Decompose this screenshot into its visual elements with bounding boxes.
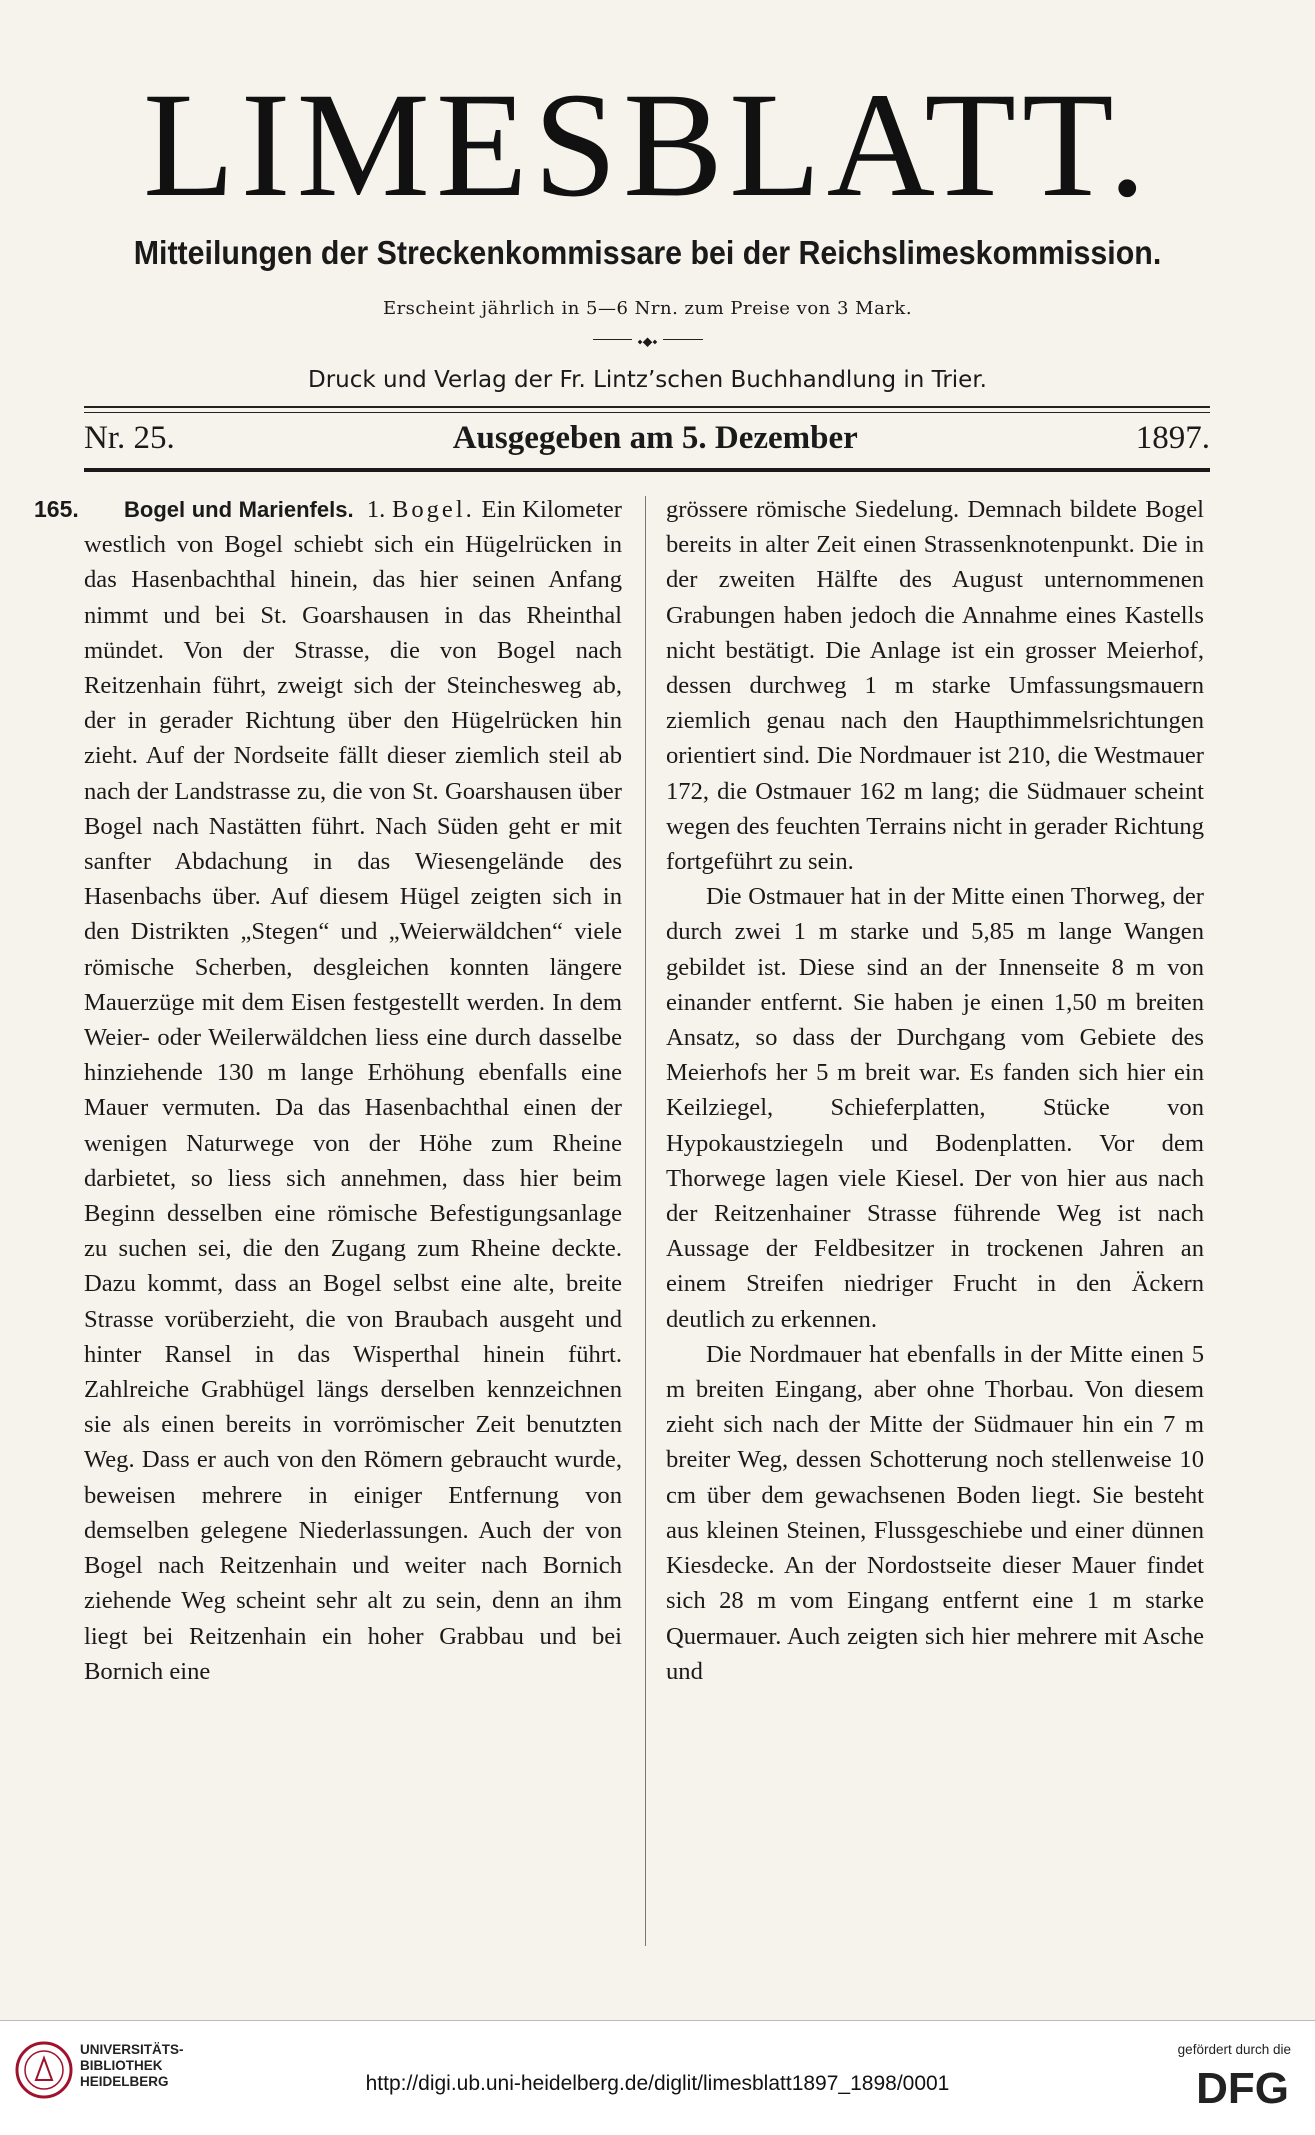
article-number: 165. bbox=[34, 496, 79, 522]
column-divider bbox=[645, 496, 646, 1946]
paragraph: grössere römische Siedelung. Demnach bildete Bogel bereits in alter Zeit einen Strassenknotenpunkt. Die in der zweiten Hälfte des August unternommenen Grabungen haben jedoch die Annahme eines Kastells nicht bestätigt. Die Anlage ist ein grosser Meierhof, dessen durchweg 1 m starke Umfassungsmauern ziemlich genau nach den Haupthimmelsrichtungen orientiert sind. Die Nordmauer ist 210, die Westmauer 172, die Ostmauer 162 m lang; die Südmauer scheint wegen des feuchten Terrains nicht in gerader Richtung fortgeführt zu sein. bbox=[666, 496, 1204, 876]
issue-line bbox=[84, 420, 1210, 457]
section-place: Bogel. bbox=[391, 496, 475, 523]
masthead bbox=[80, 62, 1215, 393]
paragraph: Die Nordmauer hat ebenfalls in der Mitte einen 5 m breiten Eingang, aber ohne Thorbau. Von diesem zieht sich nach der Mitte der Südmauer hin ein 7 m breiter Weg, dessen Schotterung noch stellenweise 10 cm über dem gewachsenen Boden liegt. Sie besteht aus kleinen Steinen, Flussgeschiebe und einer dünnen Kiesdecke. An der Nordostseite dieser Mauer findet sich 28 m vom Eingang entfernt eine 1 m starke Quermauer. Auch zeigten sich hier mehrere mit Asche und bbox=[666, 1340, 1204, 1685]
digitization-footer bbox=[0, 2020, 1315, 2135]
right-column bbox=[666, 492, 1204, 1689]
left-column-text: Ein Kilometer westlich von Bogel schiebt sich ein Hügelrücken in das Hasenbachthal hinein, das hier seinen Anfang nimmt und bei St. Goarshausen in das Rheinthal mündet. Von der Strasse, die von Bogel nach Reitzenhain führt, zweigt sich der Steinchesweg ab, der in gerader Richtung über den Hügelrücken hin zieht. Auf der Nordseite fällt dieser ziemlich steil ab nach der Landstrasse zu, die von St. Goarshausen über Bogel nach Nastätten führt. Nach Süden geht er mit sanfter Abdachung in das Wiesengelände des Hasenbachs über. Auf diesem Hügel zeigten sich in den Distrikten „Stegen“ und „Weierwäldchen“ viele römische Scherben, desgleichen konnten längere Mauerzüge mit dem Eisen festgestellt werden. In dem Weier- oder Weilerwäldchen liess eine durch dasselbe hinziehende 130 m lange Erhöhung ebenfalls eine Mauer vermuten. Da das Hasenbachthal einen der wenigen Naturwege von der Höhe zum Rheine darbietet, so liess sich annehmen, dass hier beim Beginn desselben eine römische Befestigungsanlage zu suchen sei, die den Zugang zum Rheine deckte. Dazu kommt, dass an Bogel selbst eine alte, breite Strasse vorüberzieht, die von Braubach ausgeht und hinter Ransel in das Wisperthal hinein führt. Zahlreiche Grabhügel längs derselben kennzeichnen sie als einen bereits in vorrömischer Zeit benutzten Weg. Dass er auch von den Römern gebraucht wurde, beweisen mehrere in einiger Entfernung von demselben gelegene Niederlassungen. Auch der von Bogel nach Reitzenhain und weiter nach Bornich ziehende Weg scheint sehr alt zu sein, denn an ihm liegt bei Reitzenhain ein hoher Grabbau und bei Bornich eine bbox=[84, 496, 622, 1685]
issue-date: Ausgegeben am 5. Dezember bbox=[452, 420, 858, 456]
paragraph: Die Ostmauer hat in der Mitte einen Thorweg, der durch zwei 1 m starke und 5,85 m lange Wangen gebildet ist. Diese sind an der Innenseite 8 m von einander entfernt. Sie haben je einen 1,50 m breiten Ansatz, so dass der Durchgang vom Gebiete des Meierhofs her 5 m breit war. Es fanden sich hier ein Keilziegel, Schieferplatten, Stücke von Hypokaustziegeln und Bodenplatten. Vor dem Thorwege lagen viele Kiesel. Der von hier aus nach der Reitzenhainer Strasse führende Weg ist nach Aussage der Feldbesitzer in trockenen Jahren an einem Streifen niedriger Frucht in den Äckern deutlich zu erkennen. bbox=[666, 883, 1204, 1333]
top-double-rule bbox=[84, 406, 1210, 413]
section-number: 1. bbox=[366, 496, 386, 523]
publication-frequency: Erscheint jährlich in 5—6 Nrn. zum Preise von 3 Mark. bbox=[382, 298, 913, 319]
ornament-divider bbox=[593, 331, 703, 349]
ornament-glyph: ⬩⬥⬩ bbox=[632, 334, 664, 350]
permalink[interactable]: http://digi.ub.uni-heidelberg.de/diglit/limesblatt1897_1898/0001 bbox=[365, 2072, 950, 2095]
publisher-line: Druck und Verlag der Fr. Lintz’schen Buchhandlung in Trier. bbox=[308, 367, 987, 393]
left-column bbox=[34, 492, 622, 1689]
funded-by-label: gefördert durch die bbox=[1177, 2042, 1291, 2057]
funder-block bbox=[1151, 2042, 1291, 2111]
issue-number: Nr. 25. bbox=[84, 420, 175, 456]
article-body bbox=[34, 492, 1210, 1947]
newspaper-title: LIMESBLATT. bbox=[143, 62, 1152, 228]
library-name-line: BIBLIOTHEK bbox=[80, 2058, 163, 2073]
newspaper-subtitle: Mitteilungen der Streckenkommissare bei der Reichslimeskommission. bbox=[133, 234, 1162, 271]
heavy-rule bbox=[84, 468, 1210, 472]
issue-year: 1897. bbox=[1135, 420, 1210, 456]
footer-separator bbox=[0, 2020, 1315, 2021]
article-heading: Bogel und Marienfels. bbox=[124, 497, 354, 522]
library-name-line: HEIDELBERG bbox=[80, 2074, 169, 2089]
dfg-logo-icon bbox=[1161, 2063, 1291, 2107]
paragraph bbox=[84, 492, 622, 1689]
library-name-line: UNIVERSITÄTS- bbox=[80, 2042, 184, 2057]
dfg-logo-text: DFG bbox=[1196, 2064, 1289, 2107]
